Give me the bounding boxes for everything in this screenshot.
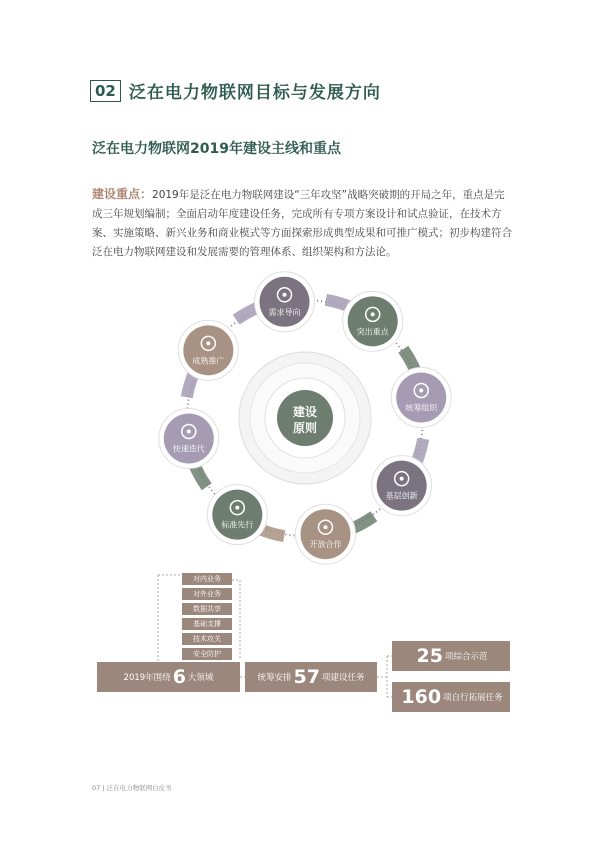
tasks-box	[245, 662, 377, 692]
areas-box	[97, 662, 240, 692]
body-keyword: 建设重点：	[92, 187, 153, 201]
sub-title: 泛在电力物联网2019年建设主线和重点	[92, 141, 341, 157]
section-title: 泛在电力物联网目标与发展方向	[128, 83, 381, 103]
area-item: 基础支撑	[182, 618, 232, 630]
node-label: 突出重点	[356, 327, 389, 337]
center-label-2: 原则	[292, 421, 318, 435]
box3-number: 25	[416, 645, 443, 667]
area-item: 对外业务	[182, 588, 232, 600]
box2-suffix: 项建设任务	[321, 673, 365, 683]
page-footer: 07 | 泛在电力物联网白皮书	[92, 784, 172, 792]
area-item: 技术攻关	[182, 633, 232, 645]
box1-number: 6	[172, 666, 186, 688]
node-label: 统筹组织	[405, 403, 438, 413]
node-label: 基层创新	[385, 491, 418, 501]
area-item: 数据共享	[182, 603, 232, 615]
node-label: 标准先行	[221, 520, 254, 530]
node-label: 快速迭代	[172, 444, 205, 454]
box4-suffix: 项自行拓展任务	[443, 693, 503, 703]
box2-prefix: 统筹安排	[257, 673, 292, 683]
node-label: 成熟推广	[192, 356, 225, 366]
area-item: 安全防护	[182, 648, 232, 660]
center-label-1: 建设	[292, 405, 318, 419]
body-text: 2019年是泛在电力物联网建设“三年攻坚”战略突破期的开局之年，重点是完成三年规划编制；全面启动年度建设任务，完成所有专项方案设计和试点验证，在技术方案、实施策略、新兴业务和商业模式等方面探索形成典型成果和可推广模式；初步构建符合泛在电力物联网建设和发展需要的管理体系、组织架构和方法论。	[92, 189, 512, 258]
box1-suffix: 大领域	[187, 673, 214, 683]
box3-suffix: 项综合示范	[444, 652, 488, 662]
node-label: 开放合作	[309, 540, 342, 550]
box1-prefix: 2019年围绕	[123, 673, 171, 683]
node-label: 需求导向	[268, 307, 301, 317]
area-item: 对内业务	[182, 573, 232, 585]
demo-box	[392, 641, 510, 671]
box4-number: 160	[401, 686, 442, 708]
box2-number: 57	[293, 666, 320, 688]
section-number: 02	[90, 80, 121, 102]
expand-box	[392, 682, 510, 712]
